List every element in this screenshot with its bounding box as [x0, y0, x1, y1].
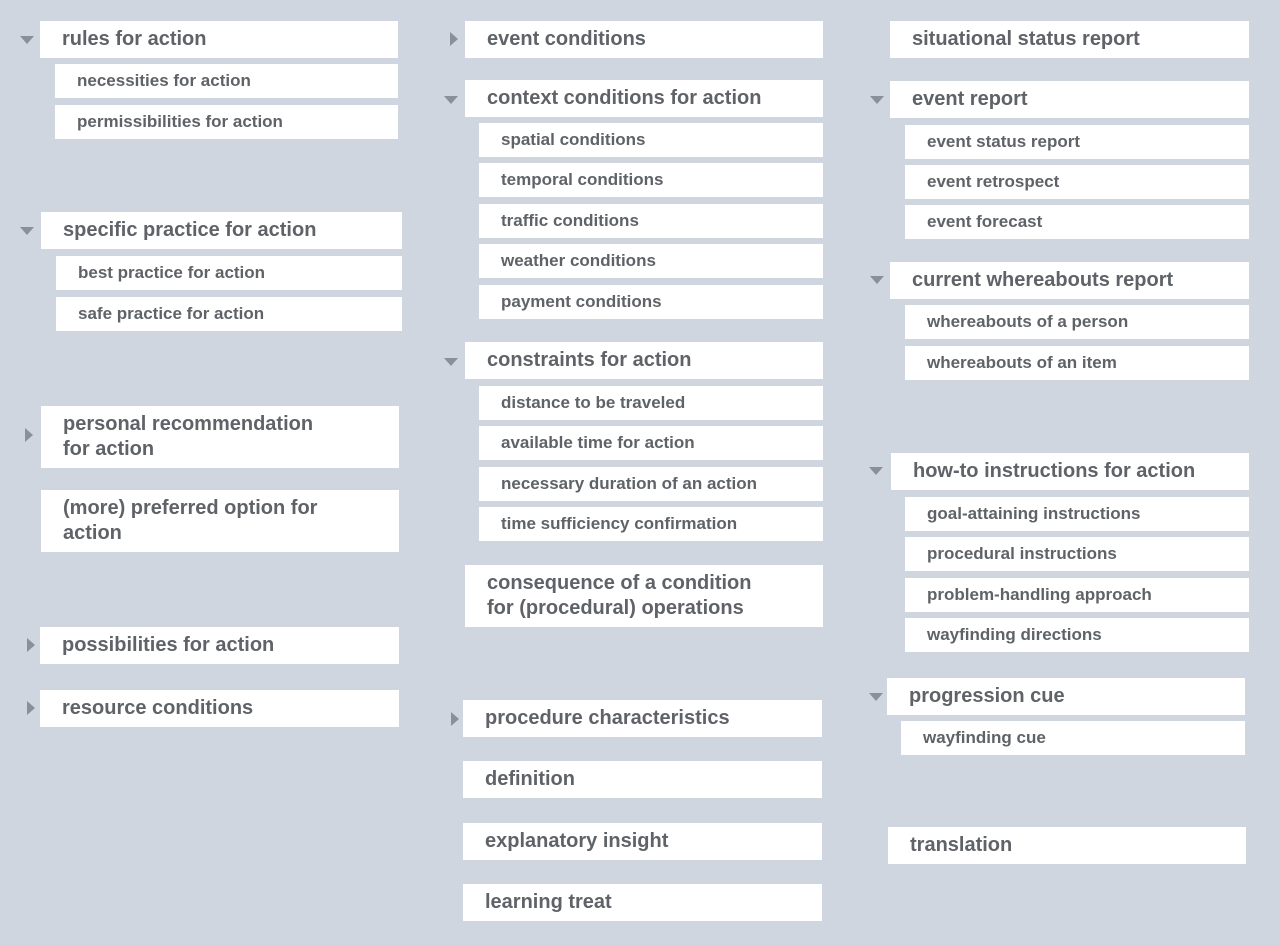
expanded-triangle-icon[interactable] — [870, 96, 884, 104]
node-label: available time for action — [501, 433, 695, 452]
subnode-payment[interactable] — [479, 285, 823, 319]
node-rules-for-action[interactable] — [40, 21, 398, 58]
node-label: wayfinding directions — [927, 625, 1102, 644]
expanded-triangle-icon[interactable] — [869, 693, 883, 701]
node-label: event status report — [927, 132, 1081, 151]
subnode-distance[interactable] — [479, 386, 823, 420]
subnode-whereabouts-person[interactable] — [905, 305, 1249, 339]
node-event-report[interactable] — [890, 81, 1249, 118]
node-translation[interactable] — [888, 827, 1246, 864]
subnode-best-practice[interactable] — [56, 256, 402, 290]
subnode-temporal[interactable] — [479, 163, 823, 197]
node-label: specific practice for action — [63, 219, 317, 241]
node-label: time sufficiency confirmation — [501, 514, 738, 533]
node-label: permissibilities for action — [77, 112, 283, 131]
node-personal-recommendation[interactable] — [41, 406, 399, 468]
node-label: event conditions — [487, 28, 646, 50]
collapsed-triangle-icon[interactable] — [450, 32, 458, 46]
node-label: payment conditions — [501, 292, 662, 311]
subnode-necessities[interactable] — [55, 64, 398, 98]
node-label: whereabouts of a person — [927, 312, 1129, 331]
node-label: constraints for action — [487, 349, 692, 371]
subnode-problem-handling[interactable] — [905, 578, 1249, 612]
expanded-triangle-icon[interactable] — [20, 36, 34, 44]
node-label: event report — [912, 88, 1028, 110]
expanded-triangle-icon[interactable] — [20, 227, 34, 235]
node-label: definition — [485, 768, 575, 790]
node-label: learning treat — [485, 891, 612, 913]
subnode-traffic[interactable] — [479, 204, 823, 238]
node-label: necessities for action — [77, 71, 251, 90]
expanded-triangle-icon[interactable] — [870, 276, 884, 284]
node-label: context conditions for action — [487, 87, 762, 109]
expanded-triangle-icon[interactable] — [444, 96, 458, 104]
node-label: procedure characteristics — [485, 707, 730, 729]
subnode-safe-practice[interactable] — [56, 297, 402, 331]
expanded-triangle-icon[interactable] — [444, 358, 458, 366]
node-label-line2: action — [63, 522, 122, 544]
collapsed-triangle-icon[interactable] — [27, 701, 35, 715]
subnode-time-sufficiency[interactable] — [479, 507, 823, 541]
node-label: temporal conditions — [501, 170, 664, 189]
subnode-necessary-duration[interactable] — [479, 467, 823, 501]
node-label: situational status report — [912, 28, 1140, 50]
node-label: rules for action — [62, 28, 207, 50]
node-how-to-instructions[interactable] — [891, 453, 1249, 490]
subnode-wayfinding-cue[interactable] — [901, 721, 1245, 755]
node-label: whereabouts of an item — [927, 353, 1117, 372]
subnode-available-time[interactable] — [479, 426, 823, 460]
subnode-whereabouts-item[interactable] — [905, 346, 1249, 380]
node-label-line1: consequence of a condition — [487, 572, 752, 594]
node-preferred-option[interactable] — [41, 490, 399, 552]
node-label: procedural instructions — [927, 544, 1117, 563]
subnode-event-retrospect[interactable] — [905, 165, 1249, 199]
collapsed-triangle-icon[interactable] — [451, 712, 459, 726]
node-label-line2: for action — [63, 438, 155, 460]
node-label: wayfinding cue — [923, 728, 1046, 747]
node-label-line2: for (procedural) operations — [487, 597, 744, 619]
node-current-whereabouts[interactable] — [890, 262, 1249, 299]
node-definition[interactable] — [463, 761, 822, 798]
node-label: safe practice for action — [78, 304, 265, 323]
subnode-wayfinding-directions[interactable] — [905, 618, 1249, 652]
node-label: best practice for action — [78, 263, 266, 282]
node-label: resource conditions — [62, 697, 254, 719]
node-label: traffic conditions — [501, 211, 639, 230]
node-label: necessary duration of an action — [501, 474, 758, 493]
node-label: how-to instructions for action — [913, 460, 1196, 482]
node-explanatory-insight[interactable] — [463, 823, 822, 860]
node-label: spatial conditions — [501, 130, 646, 149]
subnode-permissibilities[interactable] — [55, 105, 398, 139]
node-progression-cue[interactable] — [887, 678, 1245, 715]
subnode-event-forecast[interactable] — [905, 205, 1249, 239]
node-resource-conditions[interactable] — [40, 690, 399, 727]
node-label: event forecast — [927, 212, 1043, 231]
subnode-procedural-instructions[interactable] — [905, 537, 1249, 571]
node-label: weather conditions — [501, 251, 656, 270]
node-constraints[interactable] — [465, 342, 823, 379]
node-possibilities[interactable] — [40, 627, 399, 664]
node-label: explanatory insight — [485, 830, 669, 852]
node-event-conditions[interactable] — [465, 21, 823, 58]
node-label-line1: (more) preferred option for — [63, 497, 318, 519]
node-label: progression cue — [909, 685, 1065, 707]
node-label-line1: personal recommendation — [63, 413, 314, 435]
node-consequence[interactable] — [465, 565, 823, 627]
node-label: current whereabouts report — [912, 269, 1174, 291]
subnode-weather[interactable] — [479, 244, 823, 278]
node-label: goal-attaining instructions — [927, 504, 1141, 523]
collapsed-triangle-icon[interactable] — [27, 638, 35, 652]
node-label: translation — [910, 834, 1013, 856]
subnode-event-status-report[interactable] — [905, 125, 1249, 159]
node-specific-practice[interactable] — [41, 212, 402, 249]
node-learning-treat[interactable] — [463, 884, 822, 921]
node-situational-status-report[interactable] — [890, 21, 1249, 58]
node-label: distance to be traveled — [501, 393, 686, 412]
node-label: possibilities for action — [62, 634, 275, 656]
node-procedure-characteristics[interactable] — [463, 700, 822, 737]
subnode-goal-attaining[interactable] — [905, 497, 1249, 531]
expanded-triangle-icon[interactable] — [869, 467, 883, 475]
node-label: event retrospect — [927, 172, 1060, 191]
node-label: problem-handling approach — [927, 585, 1152, 604]
node-context-conditions[interactable] — [465, 80, 823, 117]
subnode-spatial[interactable] — [479, 123, 823, 157]
collapsed-triangle-icon[interactable] — [25, 428, 33, 442]
